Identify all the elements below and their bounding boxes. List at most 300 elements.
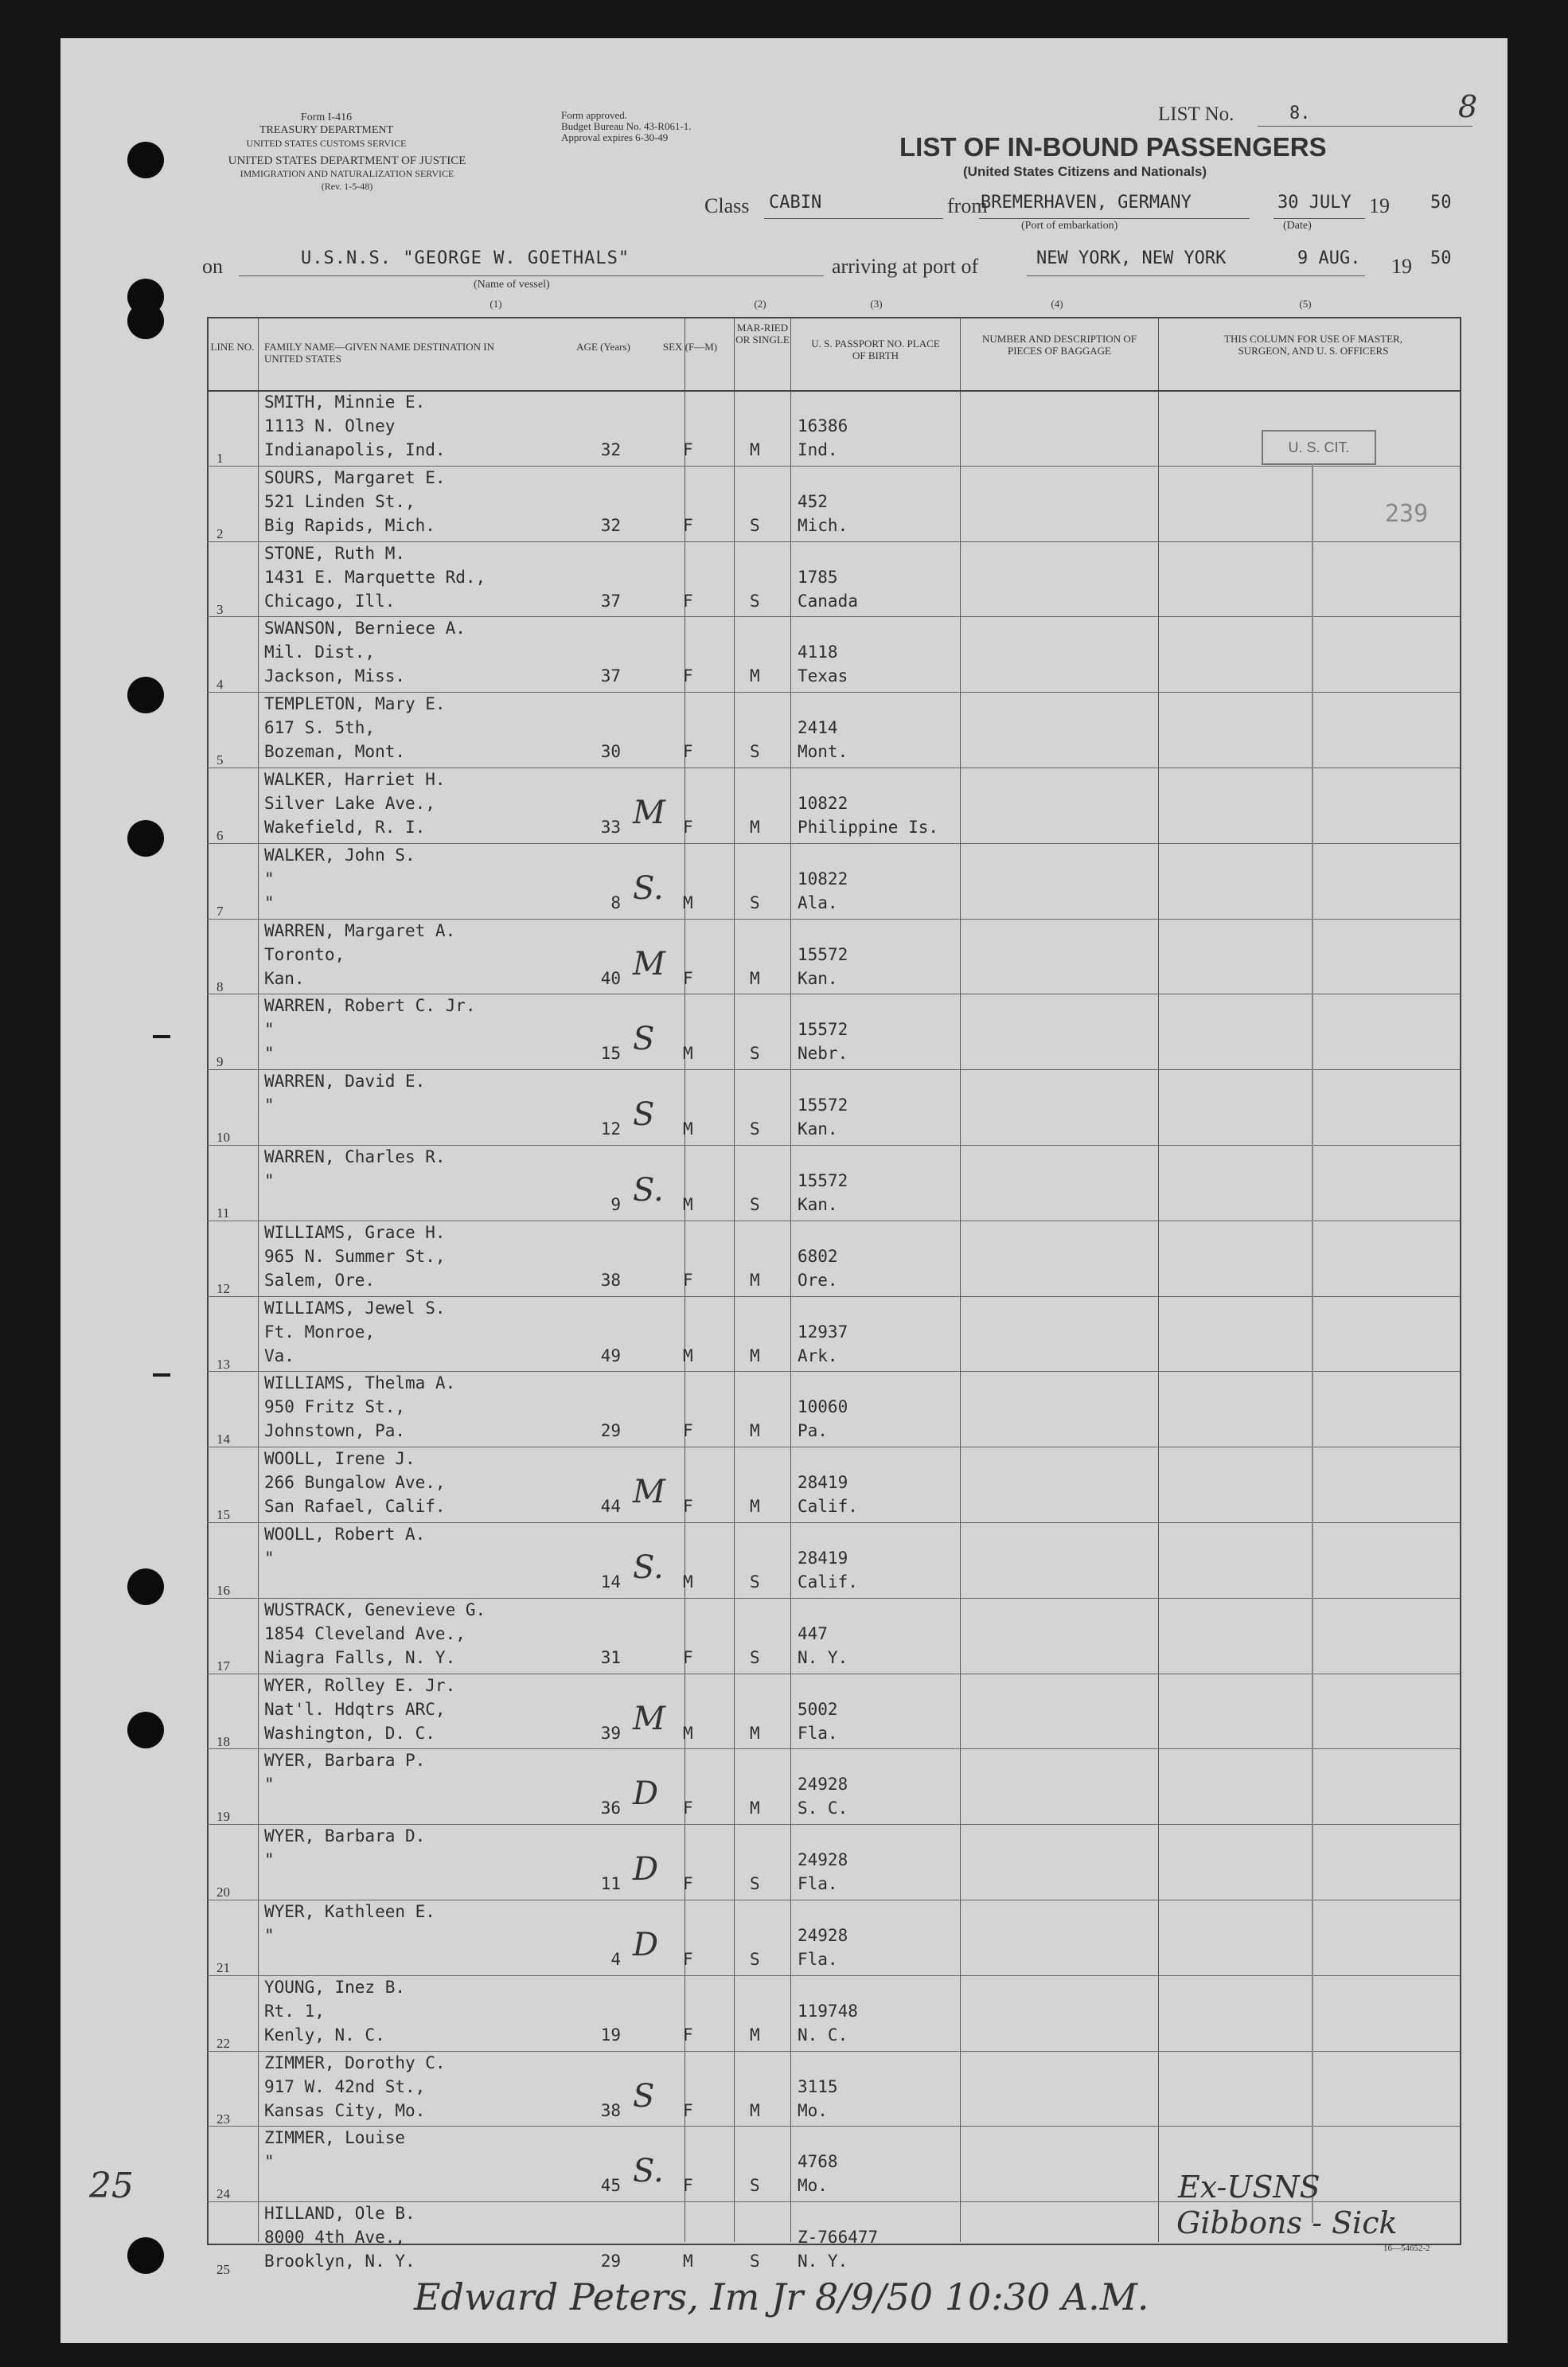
table-row bbox=[207, 1146, 1460, 1222]
table-row bbox=[207, 1675, 1460, 1751]
sex: M bbox=[683, 1723, 693, 1743]
handwritten-status: S. bbox=[633, 869, 664, 907]
place-of-birth: Mont. bbox=[798, 742, 848, 762]
line-number: 6 bbox=[216, 828, 224, 843]
address-line: " bbox=[264, 1096, 275, 1115]
address-line: Nat'l. Hdqtrs ARC, bbox=[264, 1699, 446, 1719]
address-line: " bbox=[264, 2152, 275, 2172]
table-row bbox=[207, 1826, 1460, 1901]
justice-block: UNITED STATES DEPARTMENT OF JUSTICE IMMIGRATION AND NATURALIZATION SERVICE (Rev. 1-5-48) bbox=[228, 154, 466, 192]
age: 32 bbox=[600, 440, 621, 459]
from-line bbox=[979, 218, 1250, 219]
line-number: 4 bbox=[216, 677, 224, 693]
sex: M bbox=[683, 2252, 693, 2271]
address-line: " bbox=[264, 1850, 275, 1870]
destination-city: San Rafael, Calif. bbox=[264, 1497, 446, 1517]
sex: F bbox=[683, 1647, 693, 1667]
sex: F bbox=[683, 2025, 693, 2045]
age: 32 bbox=[600, 515, 621, 535]
class-label: Class bbox=[704, 194, 750, 217]
passenger-name: WALKER, John S. bbox=[264, 845, 415, 865]
form-agency-block: Form I-416 TREASURY DEPARTMENT UNITED STATES CUSTOMS SERVICE bbox=[246, 111, 407, 149]
line-number: 14 bbox=[216, 1432, 230, 1447]
departure-year: 50 bbox=[1430, 193, 1452, 213]
passport-number: 4118 bbox=[798, 643, 838, 662]
line-number: 13 bbox=[216, 1356, 230, 1372]
address-line: Ft. Monroe, bbox=[264, 1322, 376, 1342]
handwritten-status: D bbox=[633, 1775, 659, 1813]
col-head-married: MAR-RIED OR SINGLE bbox=[735, 322, 790, 346]
destination-city: Jackson, Miss. bbox=[264, 666, 406, 686]
marital-status: M bbox=[750, 818, 760, 837]
age: 11 bbox=[600, 1874, 621, 1894]
sex: F bbox=[683, 968, 693, 988]
stamp-leader-line bbox=[1312, 463, 1313, 2223]
line-number: 11 bbox=[216, 1205, 230, 1221]
passport-number: 15572 bbox=[798, 1020, 848, 1040]
place-of-birth: N. Y. bbox=[798, 2252, 848, 2271]
passport-number: 28419 bbox=[798, 1473, 848, 1493]
address-line: 1113 N. Olney bbox=[264, 416, 396, 436]
sex: M bbox=[683, 893, 693, 912]
place-of-birth: Mo. bbox=[798, 2100, 828, 2120]
marital-status: S bbox=[750, 591, 760, 611]
marital-status: M bbox=[750, 1723, 760, 1743]
col-head-baggage: NUMBER AND DESCRIPTION OF PIECES OF BAGGAGE bbox=[982, 333, 1137, 357]
table-row bbox=[207, 1977, 1460, 2053]
sex: F bbox=[683, 742, 693, 762]
marital-status: M bbox=[750, 1346, 760, 1365]
arrival-line bbox=[1027, 275, 1365, 276]
table-row bbox=[207, 995, 1460, 1071]
address-line: 950 Fritz St., bbox=[264, 1397, 406, 1417]
inspector-signature: Edward Peters, Im Jr 8/9/50 10:30 A.M. bbox=[414, 2275, 1149, 2318]
passport-number: 16386 bbox=[798, 416, 848, 436]
destination-city: Va. bbox=[264, 1346, 294, 1365]
list-no-line bbox=[1258, 126, 1472, 127]
age: 38 bbox=[600, 2100, 621, 2120]
binder-hole bbox=[127, 303, 164, 339]
age: 29 bbox=[600, 1421, 621, 1441]
marital-status: S bbox=[750, 742, 760, 762]
passport-number: 10822 bbox=[798, 794, 848, 813]
table-row bbox=[207, 920, 1460, 996]
age: 14 bbox=[600, 1572, 621, 1592]
passenger-name: TEMPLETON, Mary E. bbox=[264, 694, 446, 714]
arrival-port: NEW YORK, NEW YORK bbox=[1036, 248, 1227, 268]
marital-status: S bbox=[750, 1572, 760, 1592]
marital-status: S bbox=[750, 1195, 760, 1214]
arrival-date: 9 AUG. bbox=[1297, 248, 1361, 268]
class-value: CABIN bbox=[769, 193, 822, 213]
place-of-birth: N. Y. bbox=[798, 1647, 848, 1667]
address-line: 8000 4th Ave., bbox=[264, 2228, 406, 2248]
address-line: 1854 Cleveland Ave., bbox=[264, 1623, 466, 1643]
destination-city: Niagra Falls, N. Y. bbox=[264, 1647, 456, 1667]
document-title: LIST OF IN-BOUND PASSENGERS bbox=[899, 132, 1327, 162]
from-label: from bbox=[947, 194, 988, 217]
age: 19 bbox=[600, 2025, 621, 2045]
destination-city: Kansas City, Mo. bbox=[264, 2100, 426, 2120]
age: 38 bbox=[600, 1270, 621, 1290]
marital-status: S bbox=[750, 2176, 760, 2196]
place-of-birth: Fla. bbox=[798, 1874, 838, 1894]
line-number: 25 bbox=[216, 2262, 230, 2278]
place-of-birth: Texas bbox=[798, 666, 848, 686]
passenger-name: SWANSON, Berniece A. bbox=[264, 619, 466, 639]
address-line: Mil. Dist., bbox=[264, 643, 376, 662]
stamp-number: 239 bbox=[1385, 500, 1429, 528]
line-number: 17 bbox=[216, 1658, 230, 1674]
passenger-name: WARREN, Margaret A. bbox=[264, 920, 456, 940]
passenger-name: WARREN, David E. bbox=[264, 1072, 426, 1092]
place-of-birth: Kan. bbox=[798, 968, 838, 988]
age: 37 bbox=[600, 666, 621, 686]
list-no-handwritten: 8 bbox=[1458, 89, 1478, 124]
passport-number: 24928 bbox=[798, 1926, 848, 1945]
line-number: 20 bbox=[216, 1885, 230, 1900]
passenger-name: WYER, Kathleen E. bbox=[264, 1902, 435, 1921]
line-number: 18 bbox=[216, 1733, 230, 1749]
table-row bbox=[207, 769, 1460, 845]
sex: F bbox=[683, 515, 693, 535]
age: 30 bbox=[600, 742, 621, 762]
line-number: 8 bbox=[216, 978, 224, 994]
address-line: " bbox=[264, 1775, 275, 1795]
passport-number: 2414 bbox=[798, 718, 838, 738]
line-number: 12 bbox=[216, 1280, 230, 1296]
passport-number: 15572 bbox=[798, 1096, 848, 1115]
column-number: (5) bbox=[1299, 298, 1312, 310]
passenger-name: WOOLL, Irene J. bbox=[264, 1449, 415, 1469]
address-line: " bbox=[264, 1020, 275, 1040]
destination-city: Kan. bbox=[264, 968, 305, 988]
passenger-name: HILLAND, Ole B. bbox=[264, 2204, 415, 2224]
sex: M bbox=[683, 1346, 693, 1365]
line-number: 10 bbox=[216, 1130, 230, 1146]
age: 33 bbox=[600, 818, 621, 837]
destination-city: Indianapolis, Ind. bbox=[264, 440, 446, 459]
age: 4 bbox=[610, 1950, 621, 1969]
age: 45 bbox=[600, 2176, 621, 2196]
margin-mark bbox=[153, 1373, 170, 1377]
table-row bbox=[207, 1524, 1460, 1599]
us-citizen-stamp: U. S. CIT. bbox=[1262, 430, 1376, 465]
destination-city: Washington, D. C. bbox=[264, 1723, 435, 1743]
marital-status: S bbox=[750, 1950, 760, 1969]
destination-city: Salem, Ore. bbox=[264, 1270, 376, 1290]
passport-number: 24928 bbox=[798, 1850, 848, 1870]
line-number: 3 bbox=[216, 601, 224, 617]
passenger-name: WUSTRACK, Genevieve G. bbox=[264, 1599, 486, 1619]
column-number: (1) bbox=[490, 298, 502, 310]
sex: F bbox=[683, 2176, 693, 2196]
form-code: 16—54652-2 bbox=[1383, 2244, 1430, 2253]
passenger-name: WILLIAMS, Grace H. bbox=[264, 1222, 446, 1242]
date-caption: (Date) bbox=[1283, 220, 1312, 232]
address-line: " bbox=[264, 869, 275, 889]
passenger-name: WARREN, Charles R. bbox=[264, 1147, 446, 1166]
place-of-birth: Kan. bbox=[798, 1195, 838, 1214]
destination-city: Kenly, N. C. bbox=[264, 2025, 385, 2045]
address-line: 266 Bungalow Ave., bbox=[264, 1473, 446, 1493]
age: 29 bbox=[600, 2252, 621, 2271]
sex: F bbox=[683, 818, 693, 837]
table-row bbox=[207, 1448, 1460, 1524]
handwritten-status: S. bbox=[633, 1549, 664, 1586]
destination-city: Brooklyn, N. Y. bbox=[264, 2252, 415, 2271]
sex: F bbox=[683, 1270, 693, 1290]
passport-number: 452 bbox=[798, 491, 828, 511]
passport-number: 12937 bbox=[798, 1322, 848, 1342]
binder-hole bbox=[127, 1712, 164, 1748]
destination-city: Johnstown, Pa. bbox=[264, 1421, 406, 1441]
handwritten-status: M bbox=[633, 945, 665, 982]
port-of-embarkation: BREMERHAVEN, GERMANY bbox=[981, 193, 1192, 213]
place-of-birth: Mo. bbox=[798, 2176, 828, 2196]
place-of-birth: Ind. bbox=[798, 440, 838, 459]
sex: F bbox=[683, 1874, 693, 1894]
age: 49 bbox=[600, 1346, 621, 1365]
marital-status: M bbox=[750, 2025, 760, 2045]
passenger-name: WYER, Rolley E. Jr. bbox=[264, 1675, 456, 1695]
passenger-name: WARREN, Robert C. Jr. bbox=[264, 996, 476, 1016]
marital-status: M bbox=[750, 666, 760, 686]
age: 39 bbox=[600, 1723, 621, 1743]
table-row bbox=[207, 1071, 1460, 1146]
age: 31 bbox=[600, 1647, 621, 1667]
sex: F bbox=[683, 440, 693, 459]
destination-city: Big Rapids, Mich. bbox=[264, 515, 435, 535]
handwritten-status: S bbox=[633, 2077, 655, 2115]
passport-number: 10822 bbox=[798, 869, 848, 889]
address-line: 965 N. Summer St., bbox=[264, 1246, 446, 1266]
marital-status: S bbox=[750, 1647, 760, 1667]
handwritten-status: S. bbox=[633, 1172, 664, 1209]
passport-number: 447 bbox=[798, 1623, 828, 1643]
table-row bbox=[207, 1901, 1460, 1977]
passport-number: 3115 bbox=[798, 2076, 838, 2096]
handwritten-status: M bbox=[633, 795, 665, 831]
place-of-birth: N. C. bbox=[798, 2025, 848, 2045]
passport-number: 4768 bbox=[798, 2152, 838, 2172]
passport-number: 6802 bbox=[798, 1246, 838, 1266]
address-line: " bbox=[264, 1171, 275, 1190]
address-line: 617 S. 5th, bbox=[264, 718, 376, 738]
port-caption: (Port of embarkation) bbox=[1021, 220, 1118, 232]
class-line bbox=[764, 218, 943, 219]
age: 8 bbox=[610, 893, 621, 912]
handwritten-status: S. bbox=[633, 2153, 664, 2190]
place-of-birth: Calif. bbox=[798, 1497, 858, 1517]
passenger-name: WILLIAMS, Jewel S. bbox=[264, 1298, 446, 1318]
age: 12 bbox=[600, 1119, 621, 1139]
margin-note: 25 bbox=[89, 2166, 134, 2206]
marital-status: M bbox=[750, 1270, 760, 1290]
age: 44 bbox=[600, 1497, 621, 1517]
line-number: 24 bbox=[216, 2186, 230, 2202]
column-number: (3) bbox=[870, 298, 883, 310]
line-number: 1 bbox=[216, 451, 224, 466]
handwritten-status: S bbox=[633, 1096, 655, 1134]
line-number: 16 bbox=[216, 1583, 230, 1598]
passport-number: 24928 bbox=[798, 1775, 848, 1795]
place-of-birth: Kan. bbox=[798, 1119, 838, 1139]
passport-number: 119748 bbox=[798, 2001, 858, 2021]
address-line: Silver Lake Ave., bbox=[264, 794, 435, 813]
column-number: (4) bbox=[1051, 298, 1063, 310]
officer-note-1: Ex-USNS bbox=[1178, 2170, 1320, 2205]
marital-status: M bbox=[750, 1799, 760, 1818]
list-no-value: 8. bbox=[1289, 104, 1311, 123]
passenger-name: STONE, Ruth M. bbox=[264, 543, 406, 563]
handwritten-status: D bbox=[633, 1851, 659, 1889]
passport-number: 1785 bbox=[798, 567, 838, 587]
line-number: 9 bbox=[216, 1054, 224, 1070]
col-head-age: AGE (Years) bbox=[576, 341, 630, 353]
sex: F bbox=[683, 1421, 693, 1441]
col-head-officers: THIS COLUMN FOR USE OF MASTER, SURGEON, AND U. S. OFFICERS bbox=[1224, 333, 1402, 357]
place-of-birth: S. C. bbox=[798, 1799, 848, 1818]
place-of-birth: Mich. bbox=[798, 515, 848, 535]
sex: F bbox=[683, 2100, 693, 2120]
age: 37 bbox=[600, 591, 621, 611]
destination-city: Wakefield, R. I. bbox=[264, 818, 426, 837]
place-of-birth: Ark. bbox=[798, 1346, 838, 1365]
table-row bbox=[207, 1750, 1460, 1826]
place-of-birth: Nebr. bbox=[798, 1044, 848, 1064]
passenger-name: WYER, Barbara P. bbox=[264, 1751, 426, 1771]
line-number: 22 bbox=[216, 2035, 230, 2051]
table-row bbox=[207, 1599, 1460, 1675]
column-number: (2) bbox=[754, 298, 766, 310]
margin-mark bbox=[153, 1035, 170, 1038]
sex: M bbox=[683, 1119, 693, 1139]
passenger-name: ZIMMER, Louise bbox=[264, 2128, 406, 2148]
place-of-birth: Fla. bbox=[798, 1723, 838, 1743]
departure-year-prefix: 19 bbox=[1369, 194, 1390, 217]
line-number: 15 bbox=[216, 1507, 230, 1523]
marital-status: M bbox=[750, 968, 760, 988]
place-of-birth: Fla. bbox=[798, 1950, 838, 1969]
col-head-sex: SEX (F—M) bbox=[662, 341, 718, 353]
line-number: 21 bbox=[216, 1960, 230, 1975]
destination-city: Bozeman, Mont. bbox=[264, 742, 406, 762]
marital-status: M bbox=[750, 1421, 760, 1441]
address-line: Toronto, bbox=[264, 944, 345, 964]
destination-city: " bbox=[264, 893, 275, 912]
sex: M bbox=[683, 1572, 693, 1592]
age: 40 bbox=[600, 968, 621, 988]
binder-hole bbox=[127, 2237, 164, 2274]
address-line: 1431 E. Marquette Rd., bbox=[264, 567, 486, 587]
arrival-year-prefix: 19 bbox=[1391, 255, 1412, 278]
col-head-name: FAMILY NAME—GIVEN NAME DESTINATION IN UNITED STATES bbox=[264, 341, 495, 365]
document-subtitle: (United States Citizens and Nationals) bbox=[963, 164, 1207, 179]
address-line: 917 W. 42nd St., bbox=[264, 2076, 426, 2096]
handwritten-status: M bbox=[633, 1700, 665, 1737]
sex: F bbox=[683, 591, 693, 611]
passenger-name: ZIMMER, Dorothy C. bbox=[264, 2053, 446, 2072]
marital-status: S bbox=[750, 1874, 760, 1894]
passenger-name: WOOLL, Robert A. bbox=[264, 1525, 426, 1544]
handwritten-status: D bbox=[633, 1927, 659, 1963]
table-row bbox=[207, 618, 1460, 693]
place-of-birth: Pa. bbox=[798, 1421, 828, 1441]
sex: M bbox=[683, 1044, 693, 1064]
address-line: Rt. 1, bbox=[264, 2001, 325, 2021]
passport-number: 10060 bbox=[798, 1397, 848, 1417]
passport-number: 15572 bbox=[798, 944, 848, 964]
passenger-name: SMITH, Minnie E. bbox=[264, 393, 426, 412]
age: 15 bbox=[600, 1044, 621, 1064]
vessel-name: U.S.N.S. "GEORGE W. GOETHALS" bbox=[301, 248, 630, 268]
sex: F bbox=[683, 666, 693, 686]
table-row bbox=[207, 1298, 1460, 1373]
departure-date: 30 JULY bbox=[1277, 193, 1352, 213]
place-of-birth: Philippine Is. bbox=[798, 818, 939, 837]
table-row bbox=[207, 1373, 1460, 1448]
handwritten-status: M bbox=[633, 1474, 665, 1511]
sex: M bbox=[683, 1195, 693, 1214]
passenger-name: WALKER, Harriet H. bbox=[264, 770, 446, 789]
marital-status: M bbox=[750, 1497, 760, 1517]
passenger-name: SOURS, Margaret E. bbox=[264, 467, 446, 487]
arriving-label: arriving at port of bbox=[832, 255, 979, 278]
marital-status: S bbox=[750, 2252, 760, 2271]
vessel-line bbox=[239, 275, 824, 276]
approval-note: Form approved. Budget Bureau No. 43-R061-1. Approval expires 6-30-49 bbox=[561, 109, 692, 143]
passenger-name: WILLIAMS, Thelma A. bbox=[264, 1373, 456, 1393]
table-row bbox=[207, 467, 1460, 543]
binder-hole bbox=[127, 1568, 164, 1605]
marital-status: S bbox=[750, 1044, 760, 1064]
passenger-name: YOUNG, Inez B. bbox=[264, 1977, 406, 1997]
destination-city: " bbox=[264, 1044, 275, 1064]
col-head-passport: U. S. PASSPORT NO. PLACE OF BIRTH bbox=[811, 338, 940, 361]
marital-status: S bbox=[750, 893, 760, 912]
date-line bbox=[1274, 218, 1365, 219]
line-number: 19 bbox=[216, 1809, 230, 1825]
line-number: 2 bbox=[216, 525, 224, 541]
officer-note-2: Gibbons - Sick bbox=[1176, 2205, 1398, 2240]
age: 36 bbox=[600, 1799, 621, 1818]
address-line: " bbox=[264, 1926, 275, 1945]
vessel-caption: (Name of vessel) bbox=[474, 279, 550, 291]
address-line: " bbox=[264, 1549, 275, 1568]
passport-number: 15572 bbox=[798, 1171, 848, 1190]
table-row bbox=[207, 543, 1460, 619]
passenger-name: WYER, Barbara D. bbox=[264, 1826, 426, 1846]
place-of-birth: Canada bbox=[798, 591, 858, 611]
on-label: on bbox=[202, 255, 223, 278]
place-of-birth: Calif. bbox=[798, 1572, 858, 1592]
binder-hole bbox=[127, 820, 164, 857]
age: 9 bbox=[610, 1195, 621, 1214]
marital-status: M bbox=[750, 2100, 760, 2120]
destination-city: Chicago, Ill. bbox=[264, 591, 396, 611]
col-head-line-no: LINE NO. bbox=[210, 341, 255, 353]
passport-number: Z-766477 bbox=[798, 2228, 879, 2248]
table-row bbox=[207, 693, 1460, 769]
sex: F bbox=[683, 1799, 693, 1818]
marital-status: S bbox=[750, 1119, 760, 1139]
marital-status: M bbox=[750, 440, 760, 459]
place-of-birth: Ore. bbox=[798, 1270, 838, 1290]
table-row bbox=[207, 845, 1460, 920]
sex: F bbox=[683, 1950, 693, 1969]
binder-hole bbox=[127, 677, 164, 713]
